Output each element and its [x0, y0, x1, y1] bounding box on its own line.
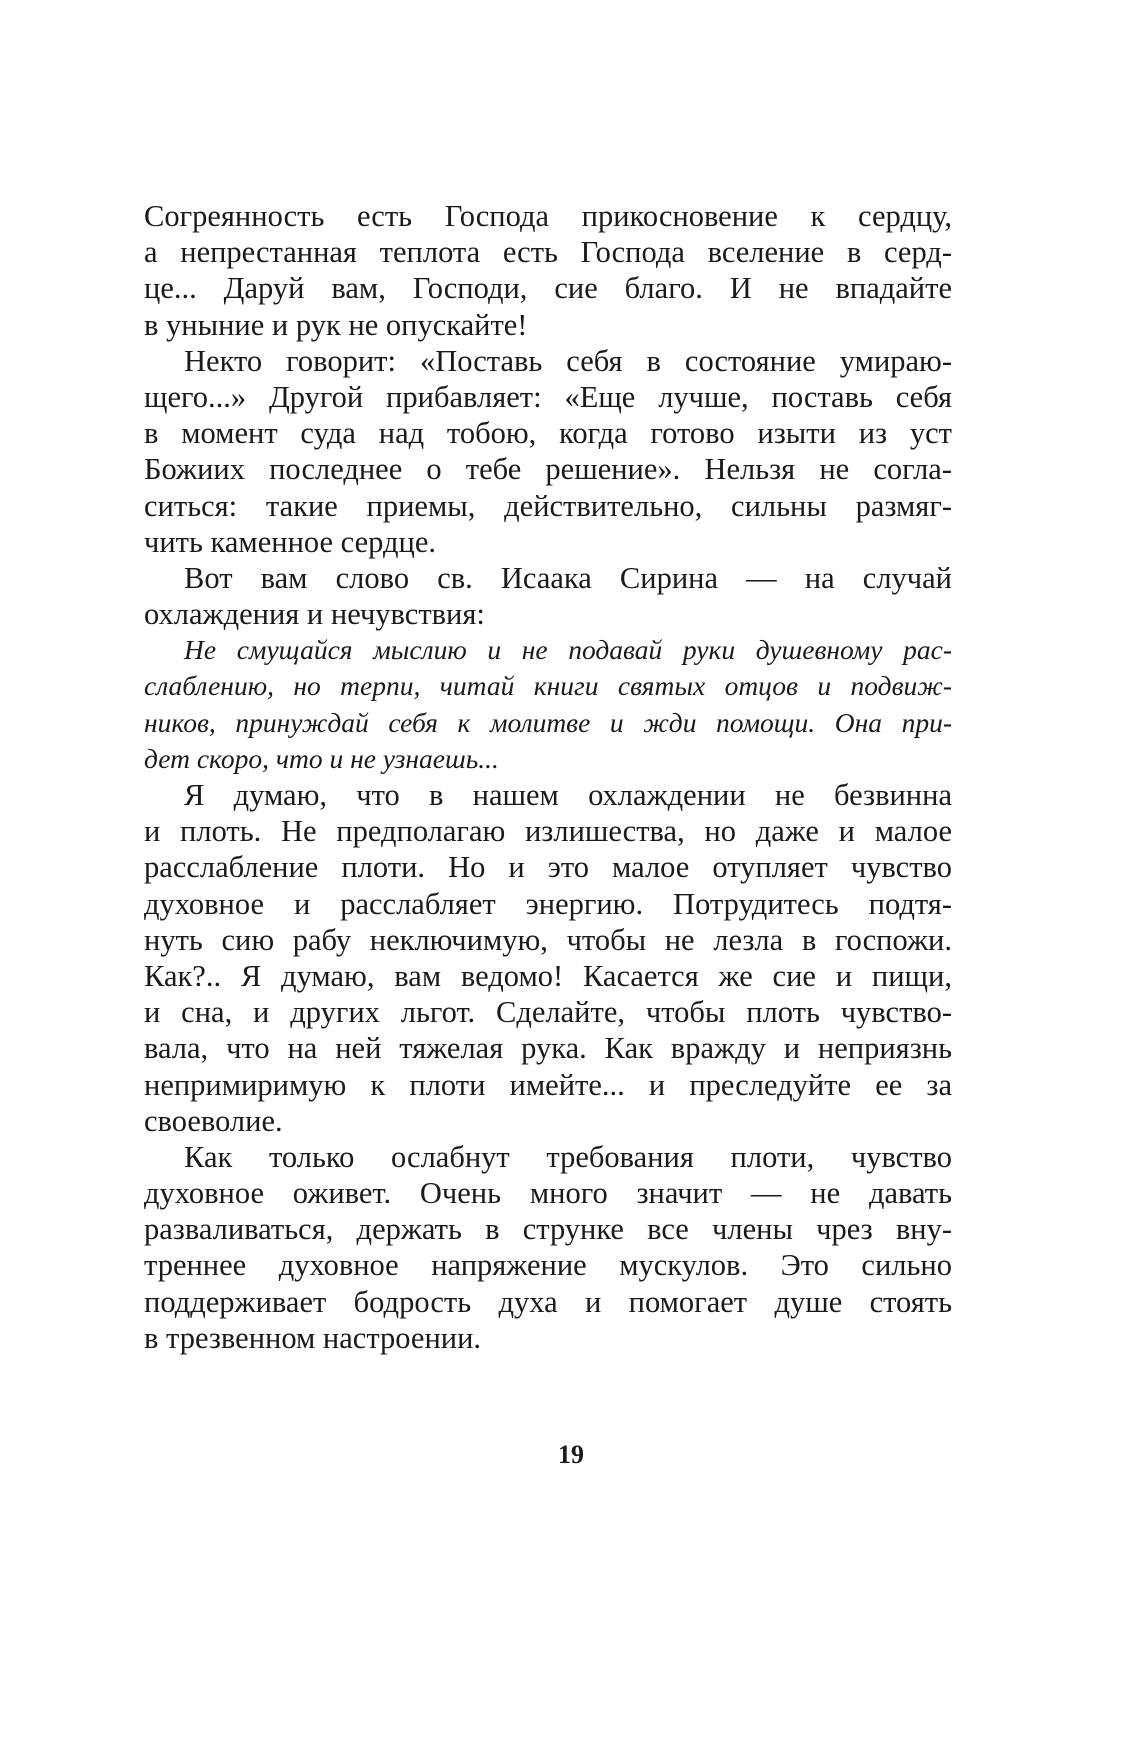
text-line: в момент суда над тобою, когда готово изыти из уст — [144, 416, 952, 451]
text-line: духовное и расслабляет энергию. Потрудитесь подтя- — [144, 886, 952, 921]
quote-line: ников, принуждай себя к молитве и жди помощи. Она при- — [144, 706, 952, 738]
text-line: непримиримую к плоти имейте... и преследуйте ее за — [144, 1067, 952, 1102]
text-line: чить каменное сердце. — [144, 524, 436, 559]
text-line: охлаждения и нечувствия: — [144, 597, 485, 632]
text-line: расслабление плоти. Но и это малое отупляет чувство — [144, 850, 952, 885]
quote-line: слаблению, но терпи, читай книги святых отцов и подвиж- — [144, 670, 952, 702]
quote-line: дет скоро, что и не узнаешь... — [144, 742, 499, 774]
text-line: в трезвенном настроении. — [144, 1320, 482, 1355]
text-line: Вот вам слово св. Исаака Сирина — на случай — [184, 560, 952, 595]
text-line: Как только ослабнут требования плоти, чувство — [184, 1139, 952, 1174]
text-line: Божиих последнее о тебе решение». Нельзя не согла- — [144, 452, 952, 487]
text-line: своеволие. — [144, 1103, 283, 1138]
text-line: щего...» Другой прибавляет: «Еще лучше, поставь себя — [144, 379, 952, 414]
text-line: в уныние и рук не опускайте! — [144, 307, 528, 342]
text-line: треннее духовное напряжение мускулов. Это сильно — [144, 1248, 952, 1283]
text-line: духовное оживет. Очень много значит — не давать — [144, 1176, 952, 1211]
text-line: Я думаю, что в нашем охлаждении не безвинна — [184, 778, 952, 812]
body-text — [144, 198, 952, 1356]
text-line: це... Даруй вам, Господи, сие благо. И не впадайте — [144, 271, 952, 306]
text-line: и плоть. Не предполагаю излишества, но даже и малое — [144, 814, 952, 849]
text-line: и сна, и других льгот. Сделайте, чтобы плоть чувство- — [144, 995, 952, 1030]
text-line: ситься: такие приемы, действительно, сильны размяг- — [144, 488, 952, 523]
text-line: Некто говорит: «Поставь себя в состояние умираю- — [184, 343, 952, 378]
text-line: вала, что на ней тяжелая рука. Как вражду и неприязнь — [144, 1031, 952, 1066]
quote-line: Не смущайся мыслию и не подавай руки душевному рас- — [184, 634, 952, 666]
text-line: нуть сию рабу неключимую, чтобы не лезла в госпожи. — [144, 922, 952, 957]
text-line: Как?.. Я думаю, вам ведомо! Касается же сие и пищи, — [144, 958, 952, 993]
page-number: 19 — [558, 1440, 584, 1469]
text-line: разваливаться, держать в струнке все члены чрез вну- — [144, 1212, 952, 1247]
text-line: поддерживает бодрость духа и помогает душе стоять — [144, 1284, 952, 1319]
text-line: а непрестанная теплота есть Господа вселение в серд- — [144, 235, 952, 270]
text-line: Согреянность есть Господа прикосновение к сердцу, — [144, 199, 952, 233]
